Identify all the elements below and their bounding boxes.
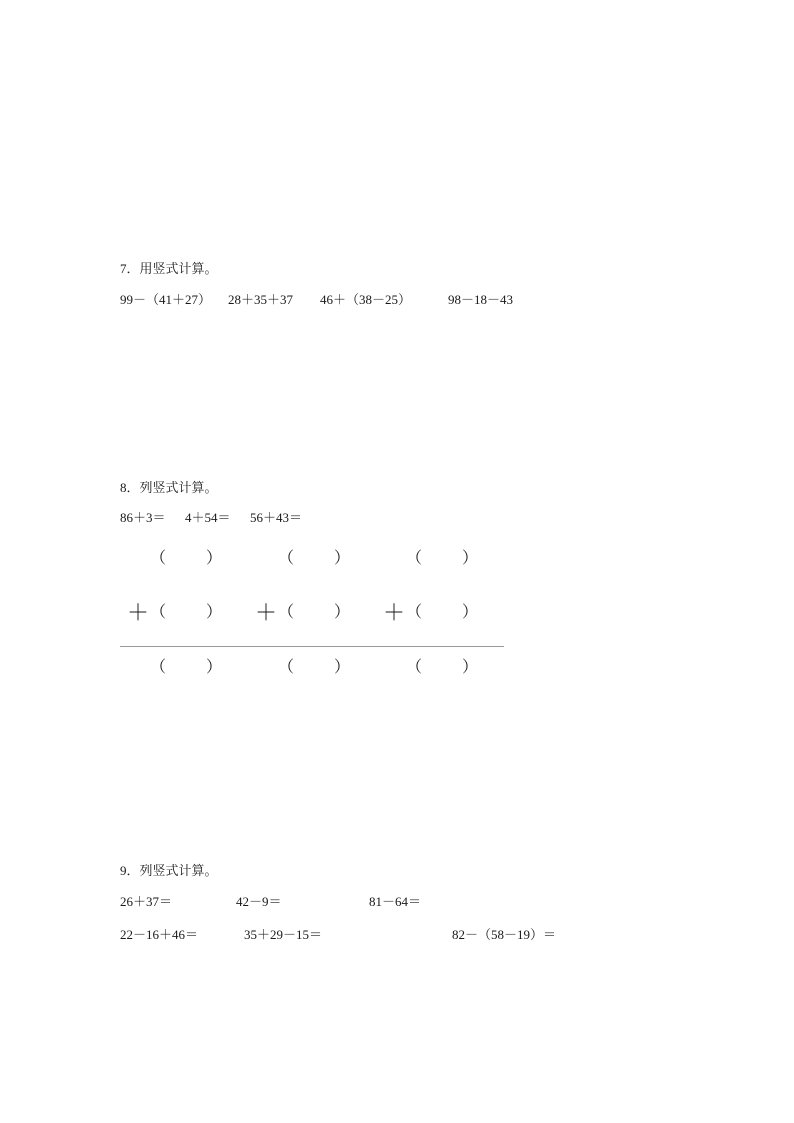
q7-problem-3: 46＋（38－25）	[320, 292, 412, 307]
blank-open: （	[278, 550, 295, 567]
q8-problem-3: 56＋43＝	[250, 510, 303, 525]
q8-title: 8．列竖式计算。	[120, 480, 218, 495]
q7-title: 7．用竖式计算。	[120, 261, 218, 276]
blank-open: （	[406, 550, 423, 567]
blank-close: ）	[334, 659, 351, 676]
blank-close: ）	[206, 659, 223, 676]
blank-close: ）	[334, 550, 351, 567]
plus-sign: ＋	[127, 600, 150, 625]
q9-problem-6: 82－（58－19）＝	[452, 927, 557, 942]
blank-close: ）	[206, 550, 223, 567]
q9-problem-2: 42－9＝	[236, 894, 282, 909]
q8-problem-1: 86＋3＝	[120, 510, 166, 525]
q9-problem-5: 35＋29－15＝	[244, 927, 323, 942]
plus-sign: ＋	[383, 600, 406, 625]
blank-close: ）	[334, 604, 351, 621]
blank-open: （	[406, 659, 423, 676]
sum-line	[120, 646, 504, 647]
q9-problem-3: 81－64＝	[369, 894, 422, 909]
blank-open: （	[150, 550, 167, 567]
q9-problem-1: 26＋37＝	[120, 894, 173, 909]
q7-problem-4: 98－18－43	[448, 292, 514, 307]
blank-close: ）	[462, 604, 479, 621]
blank-open: （	[150, 659, 167, 676]
blank-close: ）	[462, 659, 479, 676]
blank-open: （	[406, 604, 423, 621]
q7-problem-1: 99－（41＋27）	[120, 292, 212, 307]
blank-open: （	[150, 604, 167, 621]
q8-problem-2: 4＋54＝	[185, 510, 231, 525]
blank-close: ）	[462, 550, 479, 567]
q9-title: 9．列竖式计算。	[120, 863, 218, 878]
q7-problem-2: 28＋35＋37	[228, 292, 294, 307]
plus-sign: ＋	[255, 600, 278, 625]
blank-open: （	[278, 659, 295, 676]
blank-open: （	[278, 604, 295, 621]
q9-problem-4: 22－16＋46＝	[120, 927, 199, 942]
blank-close: ）	[206, 604, 223, 621]
